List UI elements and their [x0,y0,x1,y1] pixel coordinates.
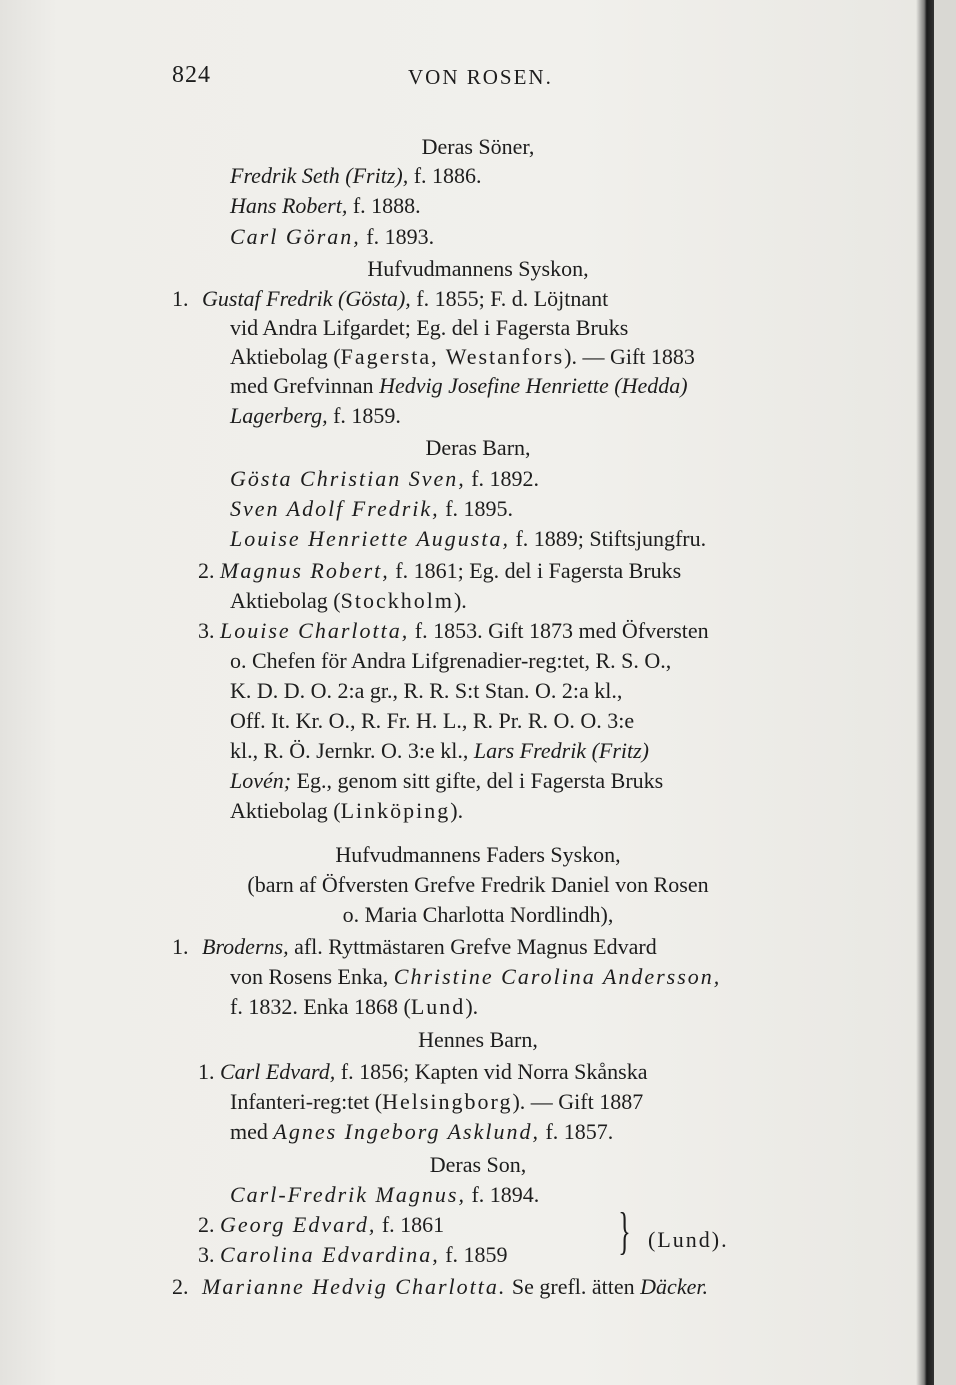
entry-line: vid Andra Lifgardet; Eg. del i Fagersta Bruks [230,315,629,340]
entry-line: Hans Robert, f. 1888. [230,193,421,218]
entry-line: med Grefvinnan Hedvig Josefine Henriette (Hedda) [230,373,688,398]
entry-line: Gösta Christian Sven, f. 1892. [230,466,540,491]
entry-line: Lagerberg, f. 1859. [230,403,401,428]
entry-line: Carl-Fredrik Magnus, f. 1894. [230,1182,540,1207]
section-heading: Deras Barn, [425,435,531,460]
entry-line: Lovén; Eg., genom sitt gifte, del i Fagersta Bruks [230,768,664,793]
brace-annotation: (Lund). [648,1227,729,1252]
section-heading: Hufvudmannens Faders Syskon, [335,842,621,867]
entry-line: Infanteri-reg:tet (Helsingborg). — Gift 1887 [230,1089,644,1114]
page-header [172,62,892,102]
entry-line: Fredrik Seth (Fritz), f. 1886. [230,163,482,188]
entry-line: Aktiebolag (Stockholm). [230,588,467,613]
entry-line: f. 1832. Enka 1868 (Lund). [230,994,479,1019]
section-heading: Hufvudmannens Syskon, [367,256,589,281]
running-head: VON ROSEN. [408,65,553,89]
entry-line: med Agnes Ingeborg Asklund, f. 1857. [230,1119,614,1144]
entry-line: 2. Georg Edvard, f. 1861 [198,1212,445,1237]
entry-line: 1. Broderns, afl. Ryttmästaren Grefve Magnus Edvard [172,934,657,959]
right-brace: } [618,1203,631,1260]
section-subheading: o. Maria Charlotta Nordlindh), [342,902,614,927]
entry-line: kl., R. Ö. Jernkr. O. 3:e kl., Lars Fredrik (Fritz) [230,738,650,763]
entry-line: 1. Gustaf Fredrik (Gösta), f. 1855; F. d. Löjtnant [172,286,609,311]
section-heading: Hennes Barn, [418,1027,538,1052]
entry-line: K. D. D. O. 2:a gr., R. R. S:t Stan. O. 2:a kl., [230,678,623,703]
entry-line: o. Chefen för Andra Lifgrenadier-reg:tet, R. S. O., [230,648,672,673]
entry-line: Aktiebolag (Fagersta, Westanfors). — Gift 1883 [230,344,695,369]
section-heading: Deras Söner, [421,134,535,159]
entry-line: Off. It. Kr. O., R. Fr. H. L., R. Pr. R. O. O. 3:e [230,708,635,733]
page-number: 824 [172,62,211,88]
entry-line: 3. Carolina Edvardina, f. 1859 [198,1242,508,1267]
entry-line: Louise Henriette Augusta, f. 1889; Stiftsjungfru. [230,526,707,551]
entry-line: von Rosens Enka, Christine Carolina Andersson, [230,964,722,989]
entry-line: 3. Louise Charlotta, f. 1853. Gift 1873 med Öfversten [198,618,709,643]
entry-line: Sven Adolf Fredrik, f. 1895. [230,496,514,521]
section-subheading: (barn af Öfversten Grefve Fredrik Daniel von Rosen [247,872,709,897]
entry-line: Carl Göran, f. 1893. [230,224,435,249]
entry-line: 2. Marianne Hedvig Charlotta. Se grefl. ätten Däcker. [172,1274,708,1299]
entry-line: 1. Carl Edvard, f. 1856; Kapten vid Norra Skånska [198,1059,648,1084]
section-heading: Deras Son, [429,1152,527,1177]
entry-line: 2. Magnus Robert, f. 1861; Eg. del i Fagersta Bruks [198,558,682,583]
entry-line: Aktiebolag (Linköping). [230,798,464,823]
